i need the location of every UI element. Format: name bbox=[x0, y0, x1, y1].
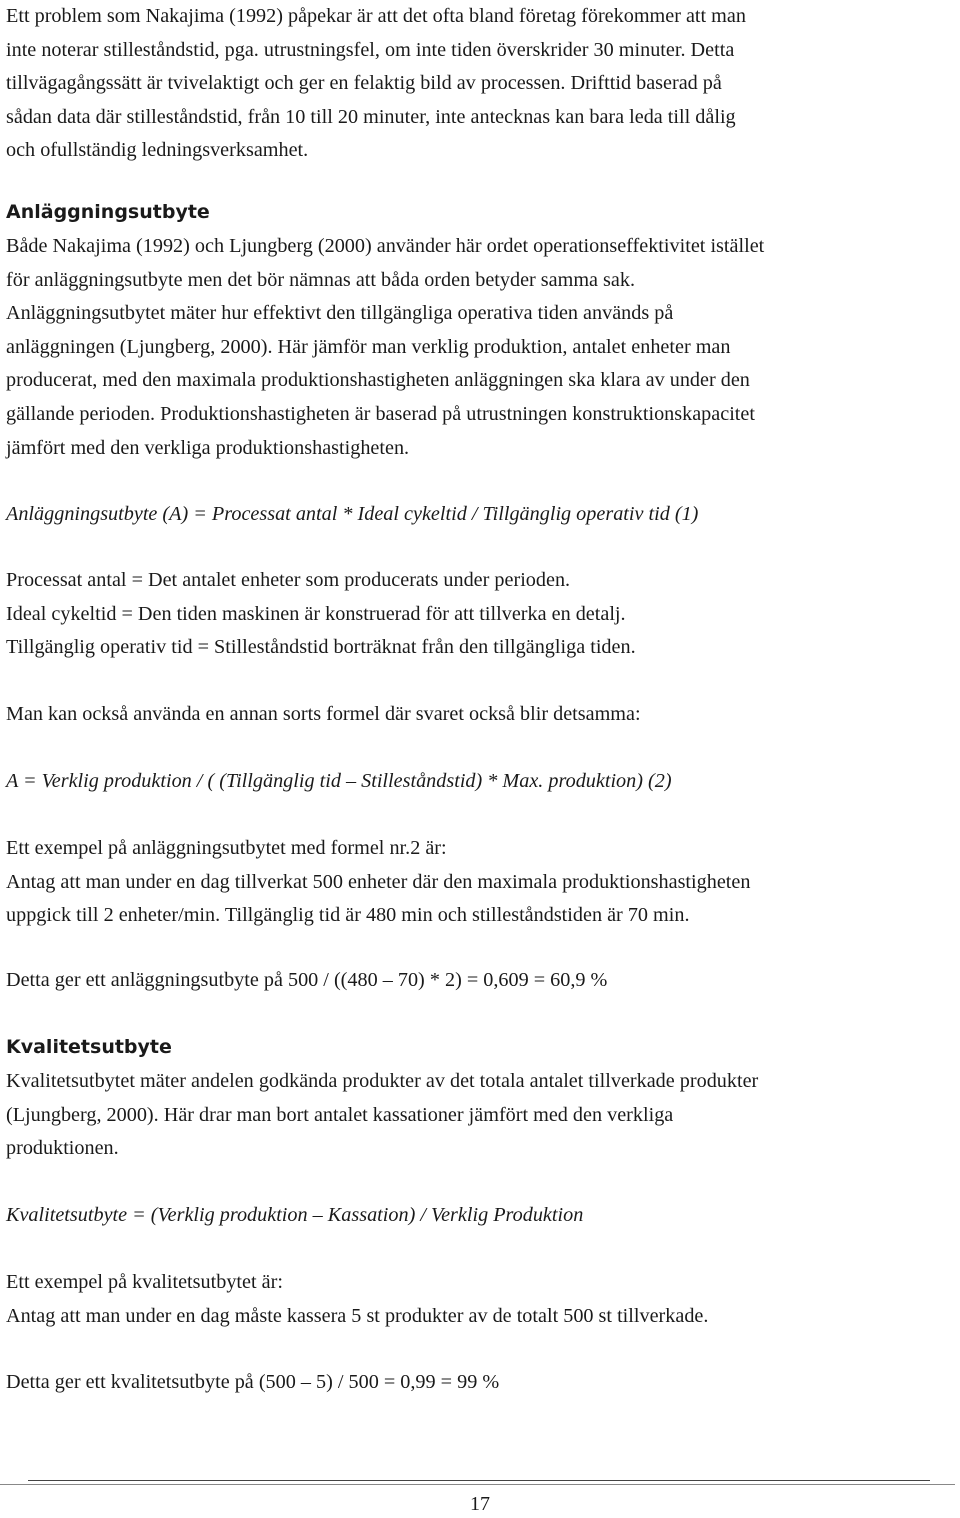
text-line: Antag att man under en dag måste kassera 5 st produkter av de totalt 500 st tillverkade. bbox=[6, 1304, 709, 1327]
section-heading-kvalitetsutbyte: Kvalitetsutbyte bbox=[6, 1036, 172, 1058]
text-line: Kvalitetsutbytet mäter andelen godkända produkter av det totala antalet tillverkade produkter bbox=[6, 1070, 759, 1092]
footer-rule bbox=[28, 1480, 930, 1481]
page-number: 17 bbox=[470, 1493, 490, 1515]
text-line: sådan data där stilleståndstid, från 10 till 20 minuter, inte antecknas kan bara leda till dålig bbox=[6, 105, 736, 128]
text-line: jämfört med den verkliga produktionshastigheten. bbox=[6, 436, 410, 459]
text-line: Ett exempel på anläggningsutbytet med formel nr.2 är: bbox=[6, 837, 447, 859]
footer-rule-thin bbox=[0, 1484, 955, 1485]
text-line: Anläggningsutbytet mäter hur effektivt den tillgängliga operativa tiden används på bbox=[6, 302, 674, 325]
text-line: Ett exempel på kvalitetsutbytet är: bbox=[6, 1271, 283, 1293]
anlaggningsutbyte-example bbox=[6, 832, 954, 933]
definition-ideal-cykeltid: Ideal cykeltid = Den tiden maskinen är konstruerad för att tillverka en detalj. bbox=[6, 602, 626, 625]
text-line: Antag att man under en dag tillverkat 500 enheter där den maximala produktionshastigheten bbox=[6, 870, 751, 893]
definition-tillganglig-operativ-tid: Tillgänglig operativ tid = Stilleståndstid borträknat från den tillgängliga tiden. bbox=[6, 636, 636, 659]
text-line: uppgick till 2 enheter/min. Tillgänglig tid är 480 min och stilleståndstiden är 70 min. bbox=[6, 904, 690, 927]
text-line: inte noterar stilleståndstid, pga. utrustningsfel, om inte tiden överskrider 30 minuter. Detta bbox=[6, 38, 735, 61]
formula-2: A = Verklig produktion / ( (Tillgänglig tid – Stilleståndstid) * Max. produktion) (2) bbox=[6, 770, 672, 792]
intro-paragraph bbox=[6, 0, 954, 168]
text-line: producerat, med den maximala produktionshastigheten anläggningen ska klara av under den bbox=[6, 369, 750, 392]
text-line: tillvägagångssätt är tvivelaktigt och ger en felaktig bild av processen. Drifttid baserad på bbox=[6, 72, 722, 95]
text-line: Ett problem som Nakajima (1992) påpekar är att det ofta bland företag förekommer att man bbox=[6, 5, 746, 27]
definitions-list bbox=[6, 564, 954, 665]
text-line: för anläggningsutbyte men det bör nämnas att båda orden betyder samma sak. bbox=[6, 268, 635, 291]
text-line: gällande perioden. Produktionshastigheten är baserad på utrustningen konstruktionskapacitet bbox=[6, 402, 755, 425]
section-heading-anlaggningsutbyte: Anläggningsutbyte bbox=[6, 201, 210, 223]
text-line: anläggningen (Ljungberg, 2000). Här jämför man verklig produktion, antalet enheter man bbox=[6, 335, 731, 358]
text-line: och ofullständig ledningsverksamhet. bbox=[6, 139, 309, 162]
text-line: (Ljungberg, 2000). Här drar man bort antalet kassationer jämfört med den verkliga bbox=[6, 1103, 674, 1126]
text-line: Både Nakajima (1992) och Ljungberg (2000) använder här ordet operationseffektivitet istället bbox=[6, 235, 765, 257]
kvalitetsutbyte-result: Detta ger ett kvalitetsutbyte på (500 – 5) / 500 = 0,99 = 99 % bbox=[6, 1371, 500, 1393]
alt-formula-intro: Man kan också använda en annan sorts formel där svaret också blir detsamma: bbox=[6, 703, 641, 725]
anlaggningsutbyte-paragraph bbox=[6, 230, 954, 465]
text-line: produktionen. bbox=[6, 1137, 119, 1160]
definition-processat-antal: Processat antal = Det antalet enheter som producerats under perioden. bbox=[6, 569, 571, 591]
formula-kvalitetsutbyte: Kvalitetsutbyte = (Verklig produktion – Kassation) / Verklig Produktion bbox=[6, 1204, 584, 1226]
formula-1: Anläggningsutbyte (A) = Processat antal * Ideal cykeltid / Tillgänglig operativ tid (1) bbox=[6, 503, 699, 525]
anlaggningsutbyte-result: Detta ger ett anläggningsutbyte på 500 / ((480 – 70) * 2) = 0,609 = 60,9 % bbox=[6, 969, 608, 991]
kvalitetsutbyte-paragraph bbox=[6, 1065, 954, 1166]
kvalitetsutbyte-example bbox=[6, 1266, 954, 1333]
